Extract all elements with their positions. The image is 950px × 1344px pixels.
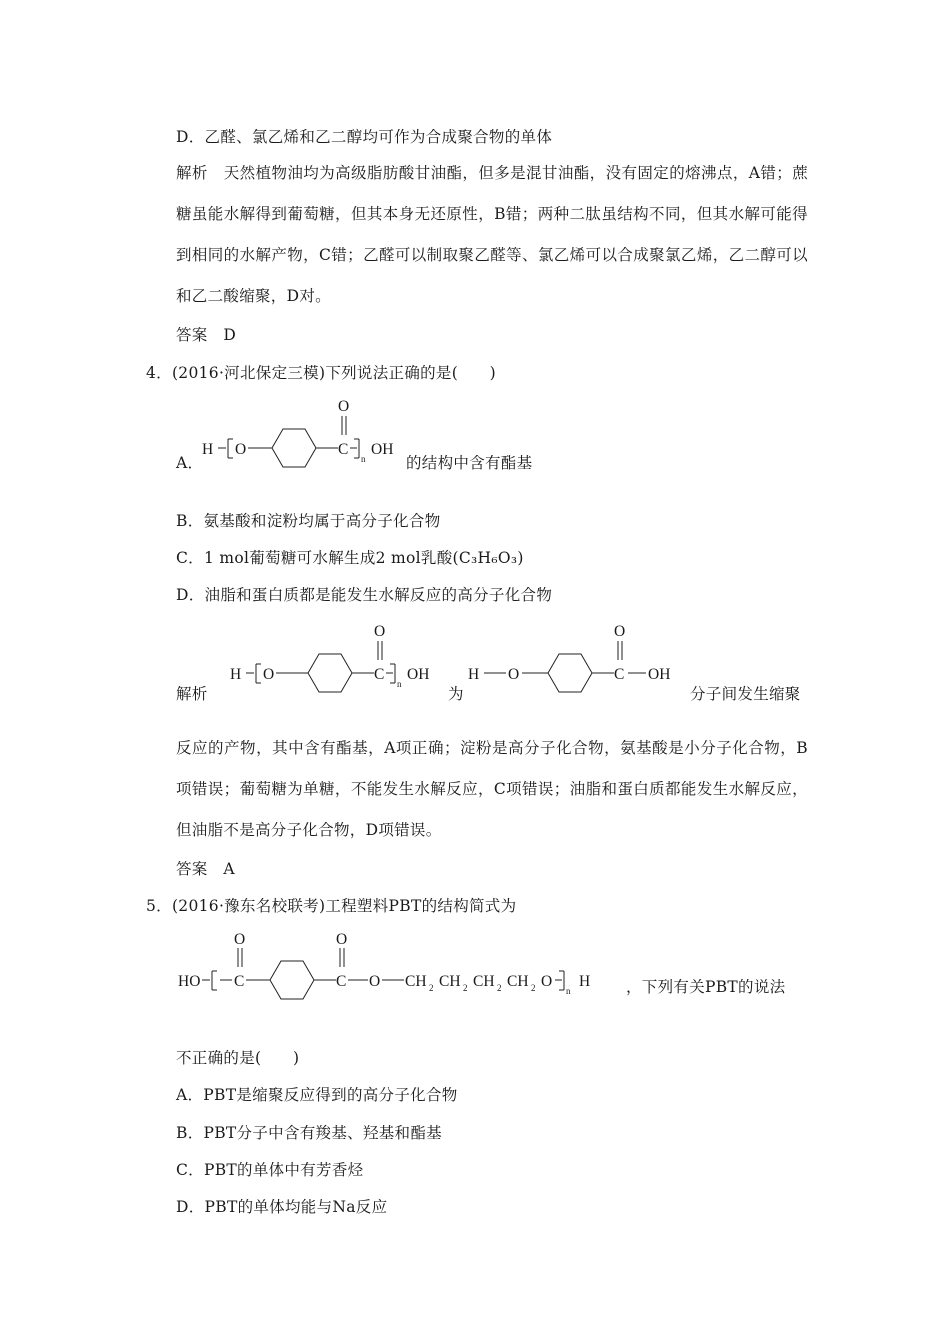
- analysis-polymer-oh: OH: [407, 666, 430, 683]
- pbt-ho: HO: [178, 973, 201, 990]
- q5-option-a: A．PBT是缩聚反应得到的高分子化合物: [176, 1086, 458, 1104]
- q4-analysis-after: 分子间发生缩聚: [690, 685, 801, 703]
- q4-analysis-label: 解析: [176, 685, 208, 703]
- analysis-polymer-c: C: [374, 666, 385, 683]
- benzene-ring-icon: [308, 654, 352, 692]
- formula-a-h: H: [202, 441, 214, 458]
- benzene-ring-icon: [270, 961, 314, 999]
- formula-a-n: n: [361, 454, 366, 464]
- q5-stem-after: ，下列有关PBT的说法: [626, 978, 786, 996]
- q4-option-c: C．1 mol葡萄糖可水解生成2 mol乳酸(C₃H₆O₃): [176, 549, 524, 567]
- analysis-polymer-o: O: [263, 666, 275, 683]
- q4-analysis-mid: 为: [448, 685, 464, 703]
- pbt-carbonyl-o2: O: [336, 931, 348, 948]
- polyester-formula-a: [200, 395, 410, 475]
- bracket-left-icon: [256, 664, 261, 683]
- bracket-left-icon: [228, 439, 233, 458]
- q5-option-d: D．PBT的单体均能与Na反应: [176, 1198, 388, 1216]
- pbt-sub-2: 2: [463, 983, 468, 993]
- formula-a-c: C: [338, 441, 349, 458]
- pbt-sub-1: 2: [429, 983, 434, 993]
- q5-stem-cont: 不正确的是( ): [176, 1049, 300, 1067]
- pbt-h: H: [579, 973, 591, 990]
- monomer-carbonyl-o: O: [614, 623, 626, 640]
- monomer-h: H: [468, 666, 480, 683]
- analysis-polymer-carbonyl-o: O: [374, 623, 386, 640]
- benzene-ring-icon: [272, 429, 316, 467]
- formula-a-o: O: [235, 441, 247, 458]
- pbt-ch-2: CH: [439, 973, 461, 990]
- monomer-oh: OH: [648, 666, 671, 683]
- q5-option-b: B．PBT分子中含有羧基、羟基和酯基: [176, 1124, 442, 1142]
- benzene-ring-icon: [548, 654, 592, 692]
- q3-answer: 答案 D: [176, 326, 237, 344]
- pbt-ester-o: O: [369, 973, 381, 990]
- pbt-ch-1: CH: [405, 973, 427, 990]
- pbt-c1: C: [234, 973, 245, 990]
- pbt-sub-3: 2: [497, 983, 502, 993]
- q4-option-a-suffix: 的结构中含有酯基: [406, 454, 533, 472]
- pbt-n: n: [566, 986, 571, 996]
- pbt-c2: C: [336, 973, 347, 990]
- monomer-c: C: [614, 666, 625, 683]
- q5-stem: 5．(2016·豫东名校联考)工程塑料PBT的结构简式为: [146, 897, 517, 915]
- monomer-formula: [466, 620, 691, 700]
- q4-option-a-prefix: A．: [176, 454, 204, 472]
- pbt-carbonyl-o1: O: [234, 931, 246, 948]
- q5-option-c: C．PBT的单体中有芳香烃: [176, 1161, 364, 1179]
- polyester-formula-analysis: [228, 620, 448, 700]
- analysis-polymer-h: H: [230, 666, 242, 683]
- formula-a-carbonyl-o: O: [338, 398, 350, 415]
- q4-option-d: D．油脂和蛋白质都是能发生水解反应的高分子化合物: [176, 586, 553, 604]
- pbt-end-o: O: [541, 973, 553, 990]
- q4-analysis-text: 反应的产物，其中含有酯基，A项正确；淀粉是高分子化合物，氨基酸是小分子化合物，B项错误；葡萄糖为单糖，不能发生水解反应，C项错误；油脂和蛋白质都能发生水解反应，但油脂不是高分子化合物，D项错误。: [176, 739, 808, 839]
- pbt-sub-4: 2: [531, 983, 536, 993]
- analysis-polymer-n: n: [397, 679, 402, 689]
- pbt-ch-3: CH: [473, 973, 495, 990]
- bracket-left-icon: [212, 971, 217, 990]
- q3-analysis: 解析 天然植物油均为高级脂肪酸甘油酯，但多是混甘油酯，没有固定的熔沸点，A错；蔗糖虽能水解得到葡萄糖，但其本身无还原性，B错；两种二肽虽结构不同，但其水解可能得到相同的水解产物，C错；乙醛可以制取聚乙醛等、氯乙烯可以合成聚氯乙烯，乙二醇可以和乙二酸缩聚，D对。: [176, 164, 808, 305]
- q4-answer: 答案 A: [176, 860, 235, 878]
- q4-option-b: B．氨基酸和淀粉均属于高分子化合物: [176, 512, 441, 530]
- formula-a-oh: OH: [371, 441, 394, 458]
- q3-option-d: D．乙醛、氯乙烯和乙二醇均可作为合成聚合物的单体: [176, 128, 553, 146]
- q4-stem: 4．(2016·河北保定三模)下列说法正确的是( ): [146, 364, 497, 382]
- pbt-ch-4: CH: [507, 973, 529, 990]
- monomer-o: O: [508, 666, 520, 683]
- pbt-formula: [176, 928, 636, 1003]
